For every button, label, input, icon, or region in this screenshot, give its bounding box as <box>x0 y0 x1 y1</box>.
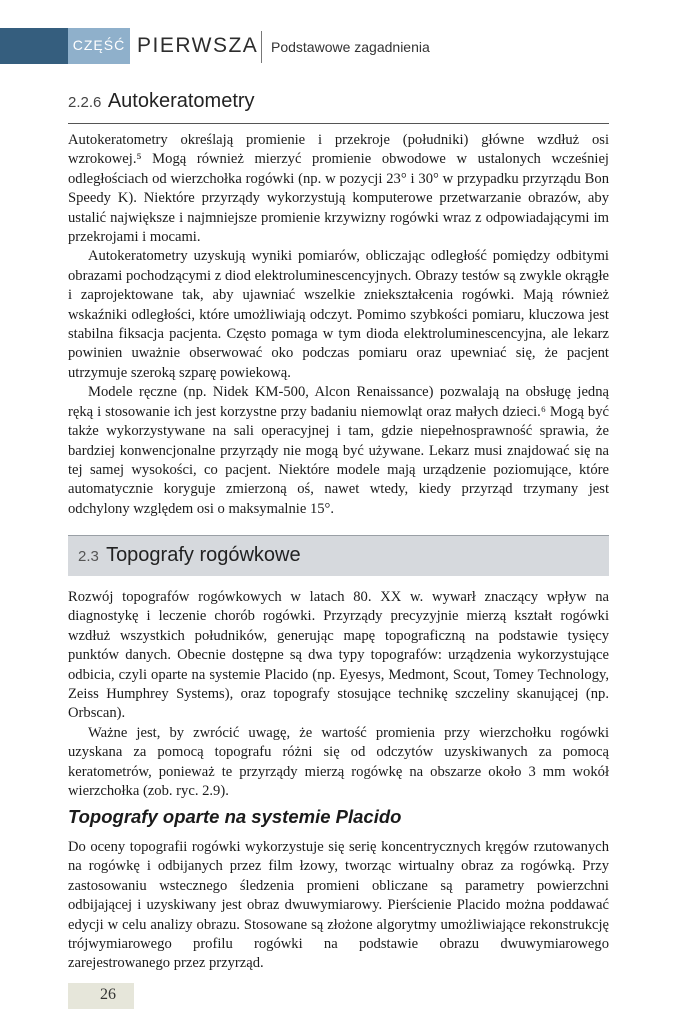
paragraph: Autokeratometry określają promienie i przekroje (południki) główne wzdłuż osi wzrokowej.⁵ Mogą również mierzyć promienie obwodowe w ustalonych wcześniej odległościach od wierzchołka rogówki (np. w pozycji 23° i 30° w przypadku przyrządu Bon Speedy K). Niektóre przyrządy wykorzystują komputerowe przetwarzanie obrazów, aby ustalić największe i najmniejsze promienie krzywizny rogówki wraz z odpowiadającymi im przekrojami i mocami. <box>68 132 609 246</box>
subsection-heading: Topografy oparte na systemie Placido <box>68 806 402 827</box>
section-heading-2-3 <box>68 535 609 576</box>
section-rule <box>68 123 609 124</box>
section-title: Topografy rogówkowe <box>106 544 301 566</box>
part-name: PIERWSZA <box>137 34 259 57</box>
part-subtitle: Podstawowe zagadnienia <box>271 39 430 55</box>
paragraph: Ważne jest, by zwrócić uwagę, że wartość promienia przy wierzchołku rogówki uzyskana za pomocą topografu różni się od odczytów uzyskiwanych za pomocą keratometrów, ponieważ te przyrządy mierzą rogówkę na obszarze około 3 mm wokół wierzchołka (zob. ryc. 2.9). <box>68 724 609 800</box>
subsection-body <box>68 838 609 974</box>
header-dark-block <box>0 28 68 64</box>
page-number: 26 <box>100 986 116 1003</box>
section-2-2-6-body <box>68 131 609 519</box>
section-2-3-body <box>68 588 609 801</box>
paragraph: Autokeratometry uzyskują wyniki pomiarów, obliczając odległość pomiędzy odbitymi obrazami pochodzącymi z diod elektroluminescencyjnych. Obrazy testów są zwykle okrągłe i zaprojektowane tak, aby ujawniać wszelkie zniekształcenia rogówki. Mają również wskaźniki odległości, które umożliwiają odczyt. Pomimo szybkości pomiaru, kluczowa jest stabilna fiksacja pacjenta. Często pomaga w tym dioda elektroluminescencyjna, ale lekarz powinien uważnie obserwować oko podczas pomiaru oraz upewniać się, że pacjent utrzymuje szeroką szparę powiekową. <box>68 248 609 381</box>
running-header <box>0 28 682 64</box>
paragraph: Do oceny topografii rogówki wykorzystuje się serię koncentrycznych kręgów rzutowanych na rogówkę i odbijanych przez film łzowy, tworząc wirtualny obraz za rogówką. Przy zastosowaniu wstecznego śledzenia promieni obliczane są parametry powierzchni odbijającej i uzyskiwany jest obraz dwuwymiarowy. Pierścienie Placido można poddawać edycji w celu analizy obrazu. Stosowane są złożone algorytmy umożliwiające rekonstrukcję trójwymiarowego profilu rogówki na podstawie obrazu dwuwymiarowego zarejestrowanego przez przyrząd. <box>68 839 609 972</box>
paragraph: Modele ręczne (np. Nidek KM-500, Alcon Renaissance) pozwalają na obsługę jedną ręką i stosowanie ich jest korzystne przy badaniu niemowląt oraz małych dzieci.⁶ Mogą być także wykorzystywane na sali operacyjnej i tam, gdzie niepełnosprawność sprawia, że bardziej konwencjonalne przyrządy nie mogą być używane. Lekarz musi znajdować się na tej samej wysokości, co pacjent. Niektóre modele mają urządzenie poziomujące, które automatycznie koryguje zmierzoną oś, nawet wtedy, kiedy przyrząd trzymany jest odchylony względem osi o maksymalnie 15°. <box>68 384 609 517</box>
section-number: 2.3 <box>78 548 99 565</box>
section-title: Autokeratometry <box>107 90 255 112</box>
section-heading-2-2-6 <box>68 90 255 113</box>
section-number: 2.2.6 <box>68 94 102 111</box>
header-divider <box>261 31 262 63</box>
part-label: CZĘŚĆ <box>72 37 126 53</box>
paragraph: Rozwój topografów rogówkowych w latach 80. XX w. wywarł znaczący wpływ na diagnostykę i leczenie chorób rogówki. Przyrządy precyzyjnie mierzą kształt rogówki wzdłuż wszystkich południków, generując mapę topograficzną na podstawie tysięcy punktów danych. Obecnie dostępne są dwa typy topografów: urządzenia wykorzystujące odbicia, czyli oparte na systemie Placido (np. Eyesys, Medmont, Scout, Tomey Technology, Zeiss Humphrey Systems), oraz topografy stosujące technikę szczeliny skanującej (np. Orbscan). <box>68 589 609 722</box>
